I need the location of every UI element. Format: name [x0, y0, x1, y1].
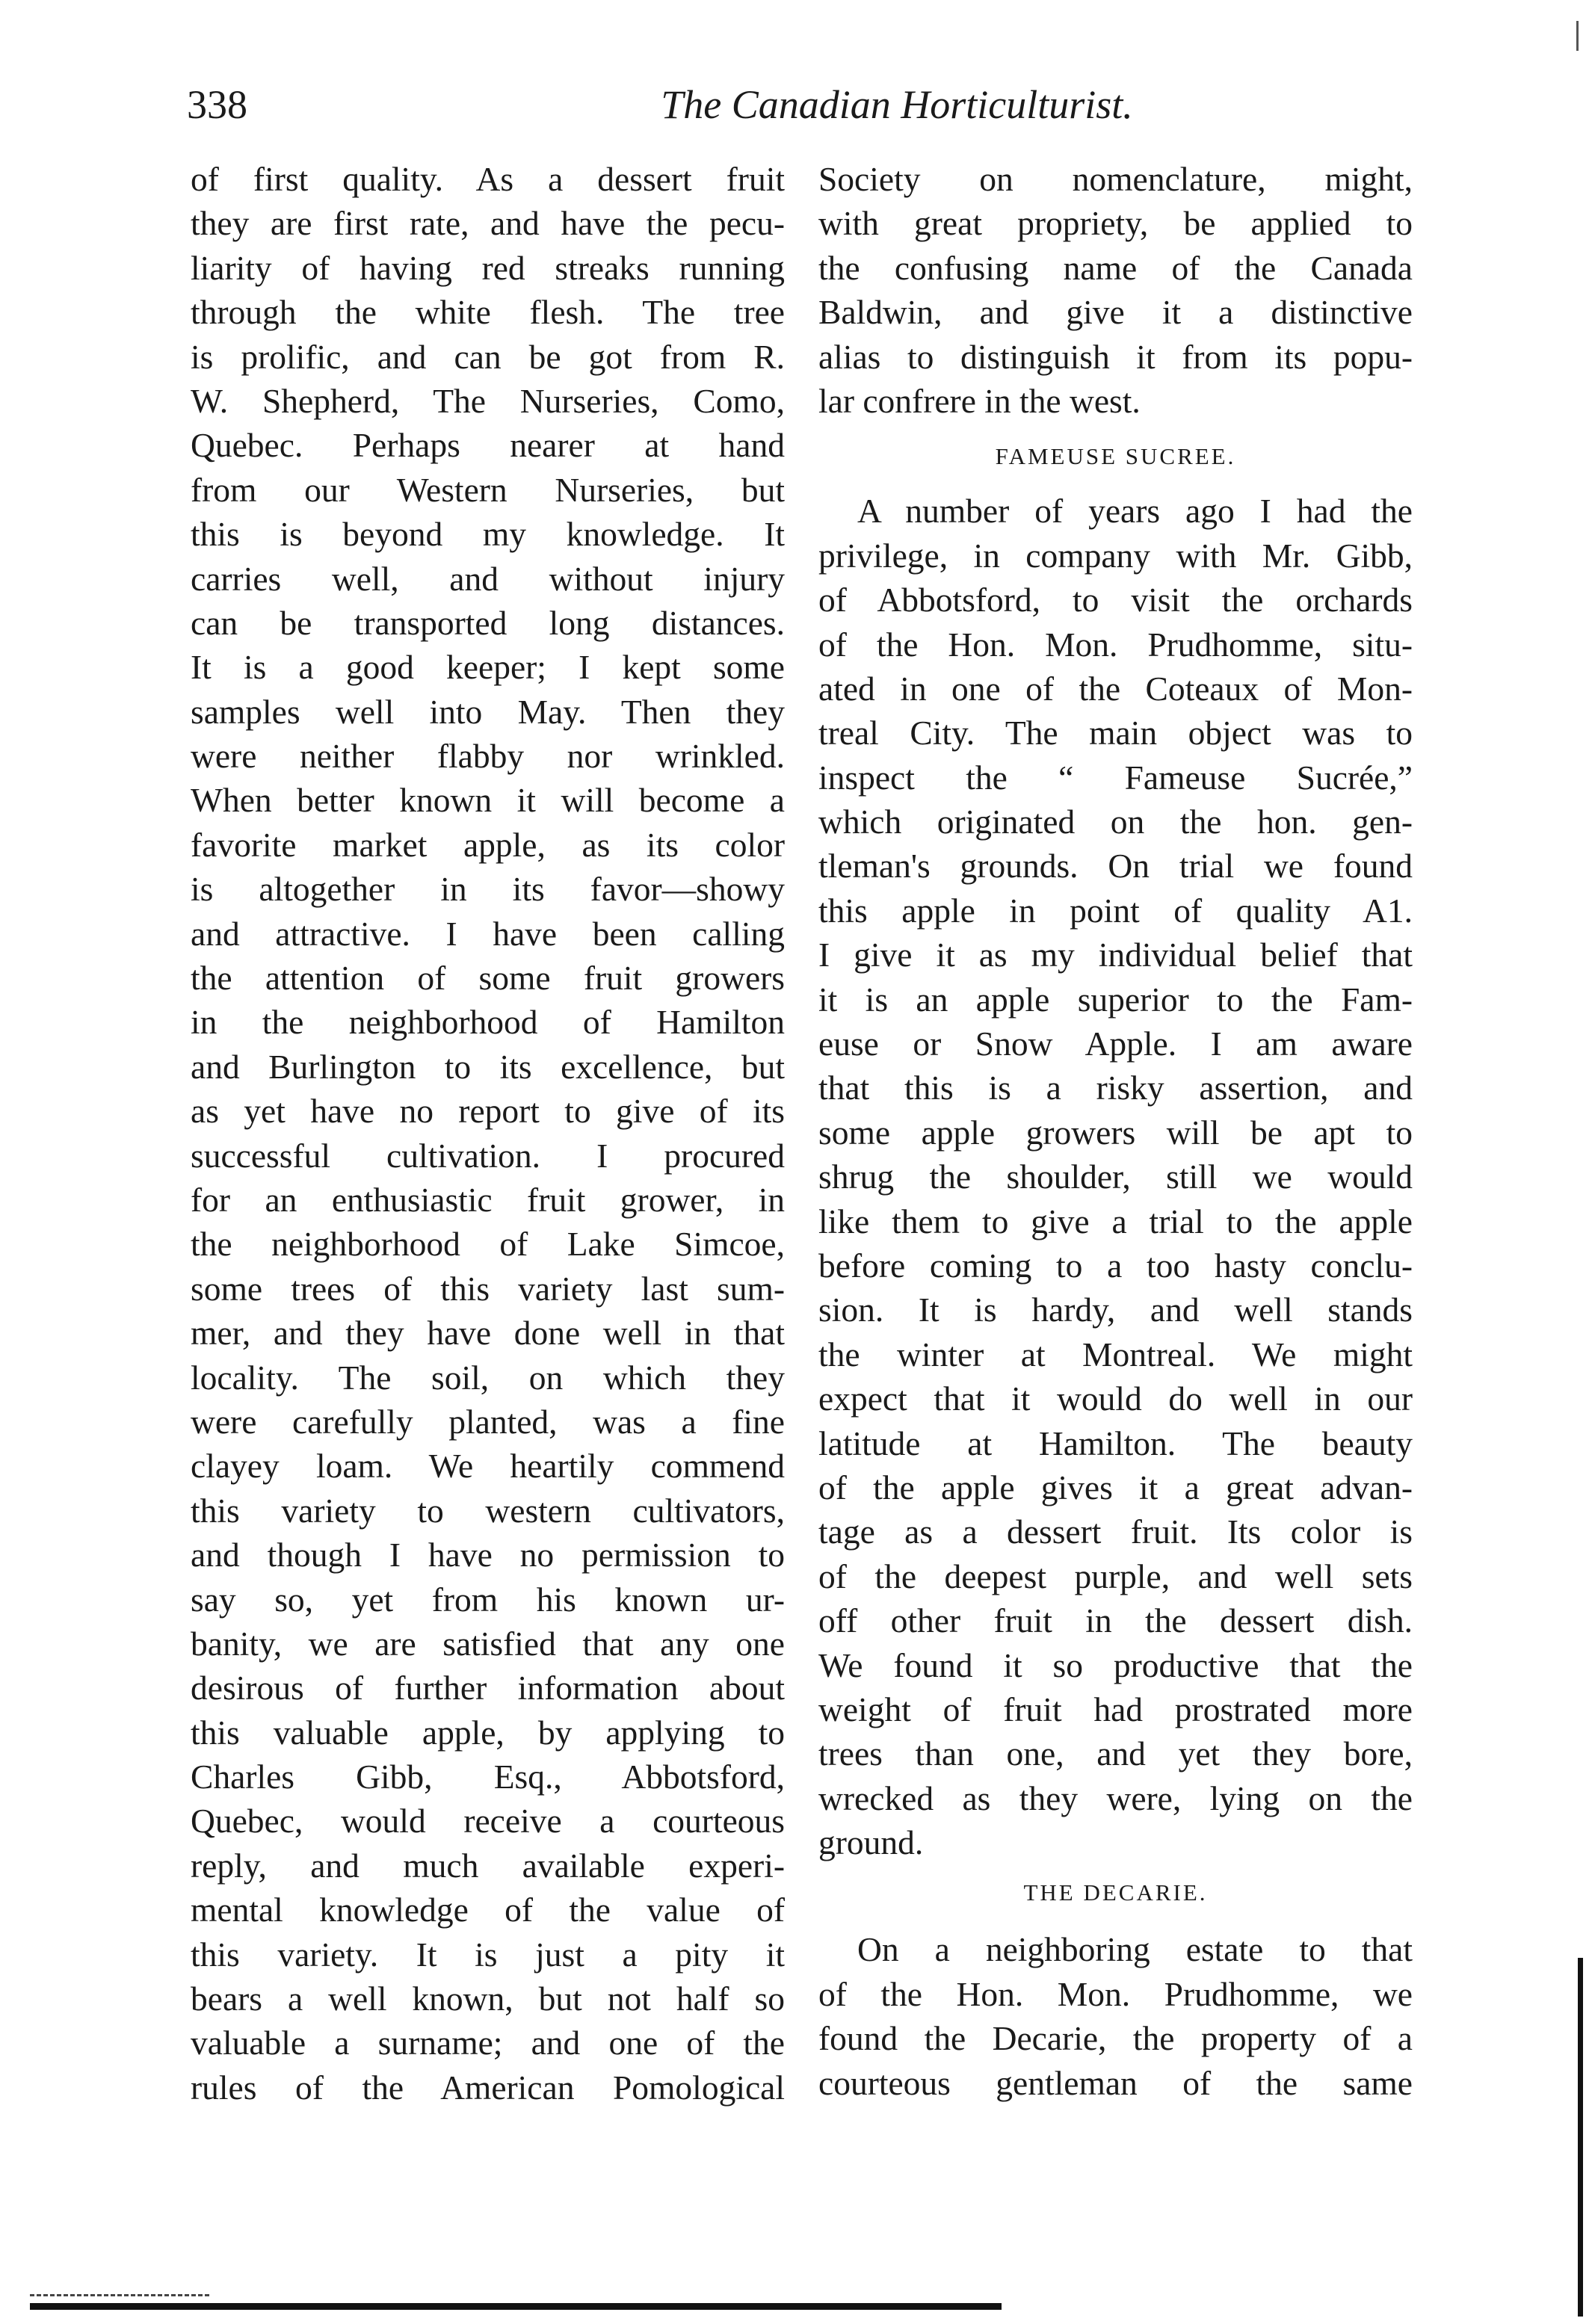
text-line: expect that it would do well in our [818, 1379, 1413, 1418]
text-line: latitude at Hamilton. The beauty [818, 1424, 1413, 1462]
right-column [818, 157, 1413, 2105]
text-line: of first quality. As a dessert fruit [191, 160, 785, 198]
text-line: of the Hon. Mon. Prudhomme, we [818, 1974, 1413, 2013]
text-line: I give it as my individual belief that [818, 936, 1413, 974]
text-line: this valuable apple, by applying to [191, 1713, 785, 1752]
text-line: Charles Gibb, Esq., Abbotsford, [191, 1758, 785, 1796]
text-line: successful cultivation. I procured [191, 1136, 785, 1175]
text-line: tage as a dessert fruit. Its color is [818, 1512, 1413, 1551]
text-line: this is beyond my knowledge. It [191, 515, 785, 554]
text-line: trees than one, and yet they bore, [818, 1734, 1413, 1773]
text-line: On a neighboring estate to that [857, 1930, 1413, 1969]
text-line: in the neighborhood of Hamilton [191, 1003, 785, 1042]
text-line: W. Shepherd, The Nurseries, Como, [191, 381, 785, 420]
text-line: and though I have no permission to [191, 1536, 785, 1574]
text-line: the attention of some fruit growers [191, 959, 785, 998]
text-line: this variety. It is just a pity it [191, 1935, 785, 1974]
text-line: and attractive. I have been calling [191, 914, 785, 953]
text-line: were neither flabby nor wrinkled. [191, 737, 785, 776]
text-line: bears a well known, but not half so [191, 1980, 785, 2018]
text-line: were carefully planted, was a fine [191, 1402, 785, 1441]
left-column [191, 157, 785, 2110]
text-line: samples well into May. Then they [191, 692, 785, 731]
text-line: of the apple gives it a great advan- [818, 1468, 1413, 1506]
text-line: ground. [818, 1823, 924, 1862]
text-line: When better known it will become a [191, 781, 785, 820]
text-line: clayey loam. We heartily commend [191, 1447, 785, 1486]
text-line: alias to distinguish it from its popu- [818, 337, 1413, 376]
text-line: We found it so productive that the [818, 1645, 1413, 1684]
text-line: banity, we are satisfied that any one [191, 1624, 785, 1663]
text-line: that this is a risky assertion, and [818, 1069, 1413, 1107]
text-line: ated in one of the Coteaux of Mon- [818, 669, 1413, 708]
text-line: some trees of this variety last sum- [191, 1269, 785, 1308]
text-line: privilege, in company with Mr. Gibb, [818, 536, 1413, 575]
text-line: mental knowledge of the value of [191, 1891, 785, 1929]
text-line: mer, and they have done well in that [191, 1314, 785, 1353]
text-line: It is a good keeper; I kept some [191, 648, 785, 687]
text-line: A number of years ago I had the [857, 492, 1413, 531]
text-line: wrecked as they were, lying on the [818, 1778, 1413, 1817]
text-line: sion. It is hardy, and well stands [818, 1291, 1413, 1329]
text-line: the winter at Montreal. We might [818, 1335, 1413, 1373]
text-line: of Abbotsford, to visit the orchards [818, 581, 1413, 619]
text-line: found the Decarie, the property of a [818, 2019, 1413, 2058]
text-line: off other fruit in the dessert dish. [818, 1601, 1413, 1640]
text-line: as yet have no report to give of its [191, 1092, 785, 1131]
text-line: favorite market apple, as its color [191, 825, 785, 864]
page-number: 338 [187, 82, 247, 127]
scan-corner-mark [1576, 21, 1579, 51]
text-line: like them to give a trial to the apple [818, 1202, 1413, 1240]
text-line: locality. The soil, on which they [191, 1358, 785, 1397]
text-line: desirous of further information about [191, 1669, 785, 1708]
text-line: is altogether in its favor—showy [191, 870, 785, 909]
text-line: from our Western Nurseries, but [191, 470, 785, 509]
text-line: it is an apple superior to the Fam- [818, 980, 1413, 1019]
text-line: of the Hon. Mon. Prudhomme, situ- [818, 625, 1413, 664]
text-line: Quebec, would receive a courteous [191, 1802, 785, 1841]
text-line: say so, yet from his known ur- [191, 1580, 785, 1619]
text-line: carries well, and without injury [191, 559, 785, 598]
text-line: rules of the American Pomological [191, 2068, 785, 2107]
text-line: for an enthusiastic fruit grower, in [191, 1180, 785, 1219]
text-line: treal City. The main object was to [818, 714, 1413, 752]
text-line: lar confrere in the west. [818, 381, 1141, 420]
page-header [187, 75, 1420, 135]
section-heading-fameuse-sucree: FAMEUSE SUCREE. [995, 443, 1236, 470]
text-line: Society on nomenclature, might, [818, 160, 1413, 198]
running-title: The Canadian Horticulturist. [661, 82, 1133, 127]
text-line: with great propriety, be applied to [818, 204, 1413, 243]
text-line: euse or Snow Apple. I am aware [818, 1025, 1413, 1063]
bottom-rule [30, 2303, 1002, 2310]
text-line: which originated on the hon. gen- [818, 803, 1413, 841]
text-line: Quebec. Perhaps nearer at hand [191, 426, 785, 465]
scan-dash-rule [30, 2294, 209, 2299]
text-line: the neighborhood of Lake Simcoe, [191, 1225, 785, 1264]
text-line: tleman's grounds. On trial we found [818, 847, 1413, 886]
text-line: of the deepest purple, and well sets [818, 1557, 1413, 1595]
scan-edge-mark [1578, 1958, 1583, 2317]
section-heading-the-decarie: THE DECARIE. [1023, 1879, 1208, 1906]
text-line: valuable a surname; and one of the [191, 2024, 785, 2062]
text-line: liarity of having red streaks running [191, 248, 785, 287]
text-line: before coming to a too hasty conclu- [818, 1246, 1413, 1285]
text-line: some apple growers will be apt to [818, 1113, 1413, 1152]
text-line: they are first rate, and have the pecu- [191, 204, 785, 243]
text-line: this apple in point of quality A1. [818, 891, 1413, 930]
text-line: Baldwin, and give it a distinctive [818, 293, 1413, 332]
text-line: inspect the “ Fameuse Sucrée,” [818, 758, 1413, 797]
text-line: reply, and much available experi- [191, 1846, 785, 1885]
text-line: courteous gentleman of the same [818, 2063, 1413, 2102]
text-line: is prolific, and can be got from R. [191, 337, 785, 376]
text-line: this variety to western cultivators, [191, 1491, 785, 1530]
text-line: can be transported long distances. [191, 603, 785, 642]
text-line: through the white flesh. The tree [191, 293, 785, 332]
text-line: the confusing name of the Canada [818, 248, 1413, 287]
text-line: shrug the shoulder, still we would [818, 1158, 1413, 1196]
text-line: weight of fruit had prostrated more [818, 1690, 1413, 1728]
text-line: and Burlington to its excellence, but [191, 1047, 785, 1086]
